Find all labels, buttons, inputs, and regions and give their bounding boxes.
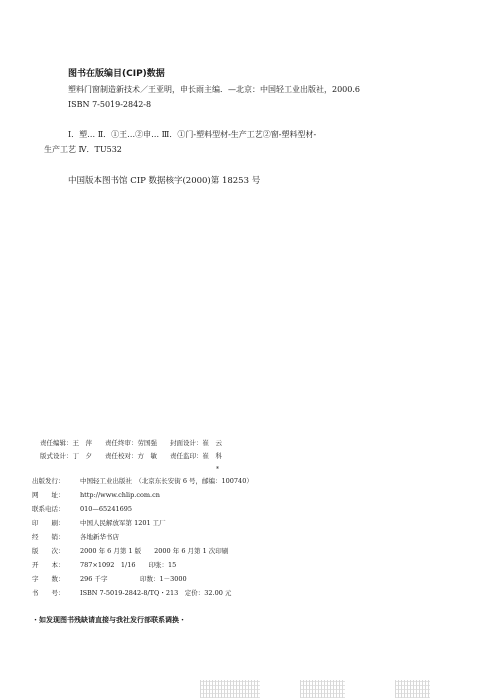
pub-label: 网 址： [32, 491, 65, 499]
pub-row [32, 492, 160, 499]
pub-value: 中国轻工业出版社 （北京东长安街 6 号，邮编：100740） [80, 477, 253, 485]
pub-value: 各地新华书店 [80, 533, 119, 541]
pub-row [32, 534, 119, 541]
pub-label: 字 数： [32, 575, 65, 583]
credits-row-design: 版式设计：丁 夕 责任校对：方 敏 责任监印：崔 科 [40, 452, 222, 460]
pub-row [32, 506, 132, 513]
pub-value: 010—65241695 [80, 505, 132, 513]
pub-value: 中国人民解放军第 1201 工厂 [80, 519, 166, 527]
pub-label: 联系电话： [32, 505, 65, 513]
cip-isbn: ISBN 7-5019-2842-8 [68, 100, 152, 109]
pub-label: 印 刷： [32, 519, 65, 527]
pub-row [32, 478, 253, 485]
cip-classification-line-2: 生产工艺 Ⅳ．TU532 [44, 145, 122, 154]
scan-speckle [395, 680, 430, 698]
pub-value: ISBN 7-5019-2842-8/TQ・213 定价：32.00 元 [80, 589, 232, 597]
pub-row [32, 562, 176, 569]
pub-value: 296 千字 印数：1－3000 [80, 575, 187, 583]
pub-row [32, 520, 166, 527]
pub-value: http://www.chlip.com.cn [80, 491, 160, 499]
pub-label: 开 本： [32, 561, 65, 569]
pub-value: 787×1092 1/16 印张：15 [80, 561, 177, 569]
pub-row [32, 548, 228, 555]
pub-label: 书 号： [32, 589, 65, 597]
exchange-notice: ・如发现图书残缺请直接与我社发行部联系调换・ [32, 616, 186, 624]
scan-speckle [200, 680, 260, 698]
cip-record-number: 中国版本图书馆 CIP 数据核字(2000)第 18253 号 [68, 176, 261, 186]
pub-label: 出版发行： [32, 477, 65, 485]
pub-row [32, 590, 231, 597]
pub-label: 版 次： [32, 547, 65, 555]
pub-label: 经 销： [32, 533, 65, 541]
credits-row-editors: 责任编辑：王 萍 责任终审：劳国强 封面设计：崔 云 [40, 439, 222, 447]
separator-star: * [216, 466, 219, 473]
pub-row [32, 576, 187, 583]
cip-main-entry: 塑料门窗制造新技术／王亚明，申长雨主编．—北京：中国轻工业出版社，2000.6 [68, 85, 360, 94]
pub-value: 2000 年 6 月第 1 版 2000 年 6 月第 1 次印刷 [80, 547, 229, 555]
scan-speckle [300, 680, 345, 698]
cip-classification-line-1: Ⅰ．塑… Ⅱ．①王…②申… Ⅲ．①门-塑料型材-生产工艺②窗-塑料型材- [68, 130, 317, 139]
cip-heading: 图书在版编目(CIP)数据 [68, 69, 165, 79]
